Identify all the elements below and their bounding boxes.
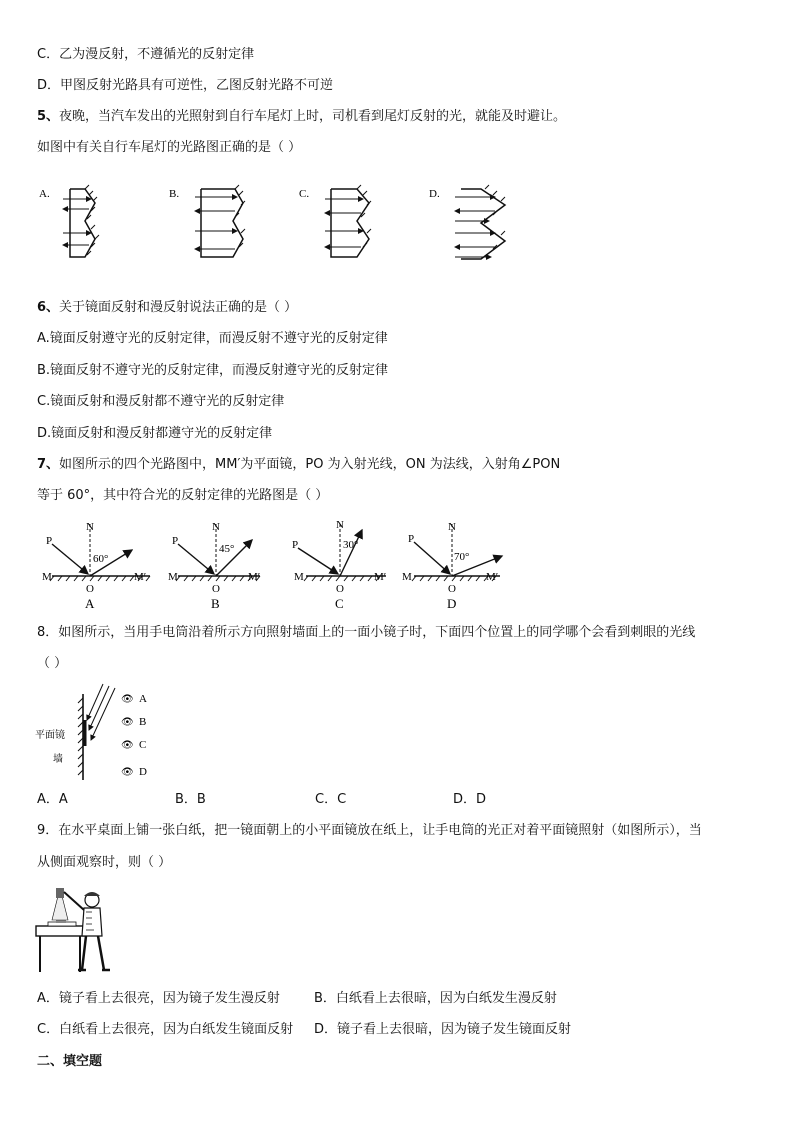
- q7-d-p: P: [408, 533, 415, 545]
- q5-number: 5、: [37, 109, 60, 124]
- q8-stem-line2: （ ）: [37, 656, 68, 671]
- q9-option-b: B．白纸看上去很暗，因为白纸发生漫反射: [314, 991, 557, 1006]
- q8-label-wall: 墙: [53, 754, 63, 765]
- q7-a-n: N: [86, 521, 94, 533]
- q7-c-m: M: [294, 571, 304, 583]
- q7-a-o: O: [86, 583, 94, 595]
- q7-a-m2: M′: [134, 571, 147, 583]
- q7-b-label: B: [211, 596, 220, 611]
- q7-b-o: O: [212, 583, 220, 595]
- q5-figure-b: [169, 185, 245, 257]
- eye-icon: 👁: [121, 740, 134, 751]
- q6-stem: [37, 300, 297, 316]
- q8-label-b: B: [139, 716, 147, 728]
- q8-figure-svg: [35, 680, 165, 785]
- q7-d-o: O: [448, 583, 456, 595]
- q7-diagram-d: [402, 521, 502, 611]
- q7-diagram-c: [292, 520, 386, 611]
- q5-figures: [35, 183, 525, 273]
- q8-label-a: A: [139, 693, 147, 705]
- q8-option-a: A．A: [37, 792, 68, 807]
- q7-number: 7、: [37, 457, 60, 472]
- eye-icon: 👁: [121, 694, 134, 705]
- q7-text-line1: 如图所示的四个光路图中，MM′为平面镜，PO 为入射光线，ON 为法线，入射角∠PON: [59, 457, 561, 472]
- q8-option-c: C．C: [315, 792, 347, 807]
- q7-c-n: N: [336, 520, 344, 531]
- q9-stem-line1: 9．在水平桌面上铺一张白纸，把一镜面朝上的小平面镜放在纸上，让手电筒的光正对着平面镜照射（如图所示），当: [37, 823, 702, 838]
- q8-figure: [35, 680, 165, 785]
- q8-label-c: C: [139, 739, 147, 751]
- q7-c-angle: 30°: [343, 539, 359, 551]
- q5-text-line1: 夜晚，当汽车发出的光照射到自行车尾灯上时，司机看到尾灯反射的光，就能及时避让。: [59, 109, 567, 124]
- q4-option-d: D．甲图反射光路具有可逆性，乙图反射光路不可逆: [37, 78, 334, 93]
- q7-c-label: C: [335, 596, 344, 611]
- q6-number: 6、: [37, 300, 60, 315]
- q7-b-angle: 45°: [219, 543, 235, 555]
- q8-label-mirror: 平面镜: [35, 730, 65, 741]
- q9-figure-svg: [34, 882, 112, 974]
- q5-stem-line1: [37, 109, 566, 125]
- q7-a-p: P: [46, 535, 53, 547]
- q7-stem-line1: [37, 457, 560, 473]
- q7-c-m2: M′: [374, 571, 387, 583]
- q6-text: 关于镜面反射和漫反射说法正确的是（ ）: [59, 300, 298, 315]
- q7-b-p: P: [172, 535, 179, 547]
- q7-c-p: P: [292, 539, 299, 551]
- q7-b-n: N: [212, 521, 220, 533]
- q7-c-o: O: [336, 583, 344, 595]
- q4-option-c: C．乙为漫反射，不遵循光的反射定律: [37, 47, 255, 62]
- q7-stem-line2: 等于 60°，其中符合光的反射定律的光路图是（ ）: [37, 488, 329, 503]
- q9-option-d: D．镜子看上去很暗，因为镜子发生镜面反射: [314, 1022, 572, 1037]
- q7-diagrams: [40, 520, 520, 612]
- q5-label-b: B.: [169, 188, 180, 200]
- q8-option-d: D．D: [453, 792, 487, 807]
- q7-b-m2: M′: [248, 571, 261, 583]
- q6-option-b: B.镜面反射不遵守光的反射定律，而漫反射遵守光的反射定律: [37, 363, 389, 378]
- q8-label-d: D: [139, 766, 147, 778]
- q6-option-d: D.镜面反射和漫反射都遵守光的反射定律: [37, 426, 273, 441]
- q7-diagram-a: [42, 521, 150, 611]
- q7-a-m: M: [42, 571, 52, 583]
- q5-label-c: C.: [299, 188, 310, 200]
- q7-diagrams-svg: [40, 520, 520, 612]
- q7-a-label: A: [85, 596, 95, 611]
- q6-option-c: C.镜面反射和漫反射都不遵守光的反射定律: [37, 394, 285, 409]
- q7-a-angle: 60°: [93, 553, 109, 565]
- q5-figure-a: [39, 185, 99, 257]
- q9-option-a: A．镜子看上去很亮，因为镜子发生漫反射: [37, 991, 280, 1006]
- q9-figure: [34, 882, 112, 974]
- q5-stem-line2: 如图中有关自行车尾灯的光路图正确的是（ ）: [37, 140, 302, 155]
- q5-figure-d: [429, 185, 505, 259]
- section-2-title: 二、填空题: [37, 1054, 103, 1069]
- q7-d-angle: 70°: [454, 551, 470, 563]
- q7-b-m: M: [168, 571, 178, 583]
- q7-d-m2: M′: [486, 571, 499, 583]
- eye-icon: 👁: [121, 717, 134, 728]
- eye-icon: 👁: [121, 767, 134, 778]
- q5-label-d: D.: [429, 188, 440, 200]
- q9-stem-line2: 从侧面观察时，则（ ）: [37, 855, 172, 870]
- q7-d-m: M: [402, 571, 412, 583]
- q7-d-n: N: [448, 521, 456, 533]
- q8-stem-line1: 8．如图所示，当用手电筒沿着所示方向照射墙面上的一面小镜子时，下面四个位置上的同学哪个会看到刺眼的光线: [37, 625, 696, 640]
- q5-label-a: A.: [39, 188, 50, 200]
- q5-figures-svg: [35, 183, 525, 273]
- q5-figure-c: [299, 185, 371, 257]
- q9-option-c: C．白纸看上去很亮，因为白纸发生镜面反射: [37, 1022, 294, 1037]
- q7-d-label: D: [447, 596, 457, 611]
- q8-option-b: B．B: [175, 792, 206, 807]
- q6-option-a: A.镜面反射遵守光的反射定律，而漫反射不遵守光的反射定律: [37, 331, 388, 346]
- q7-diagram-b: [168, 521, 260, 611]
